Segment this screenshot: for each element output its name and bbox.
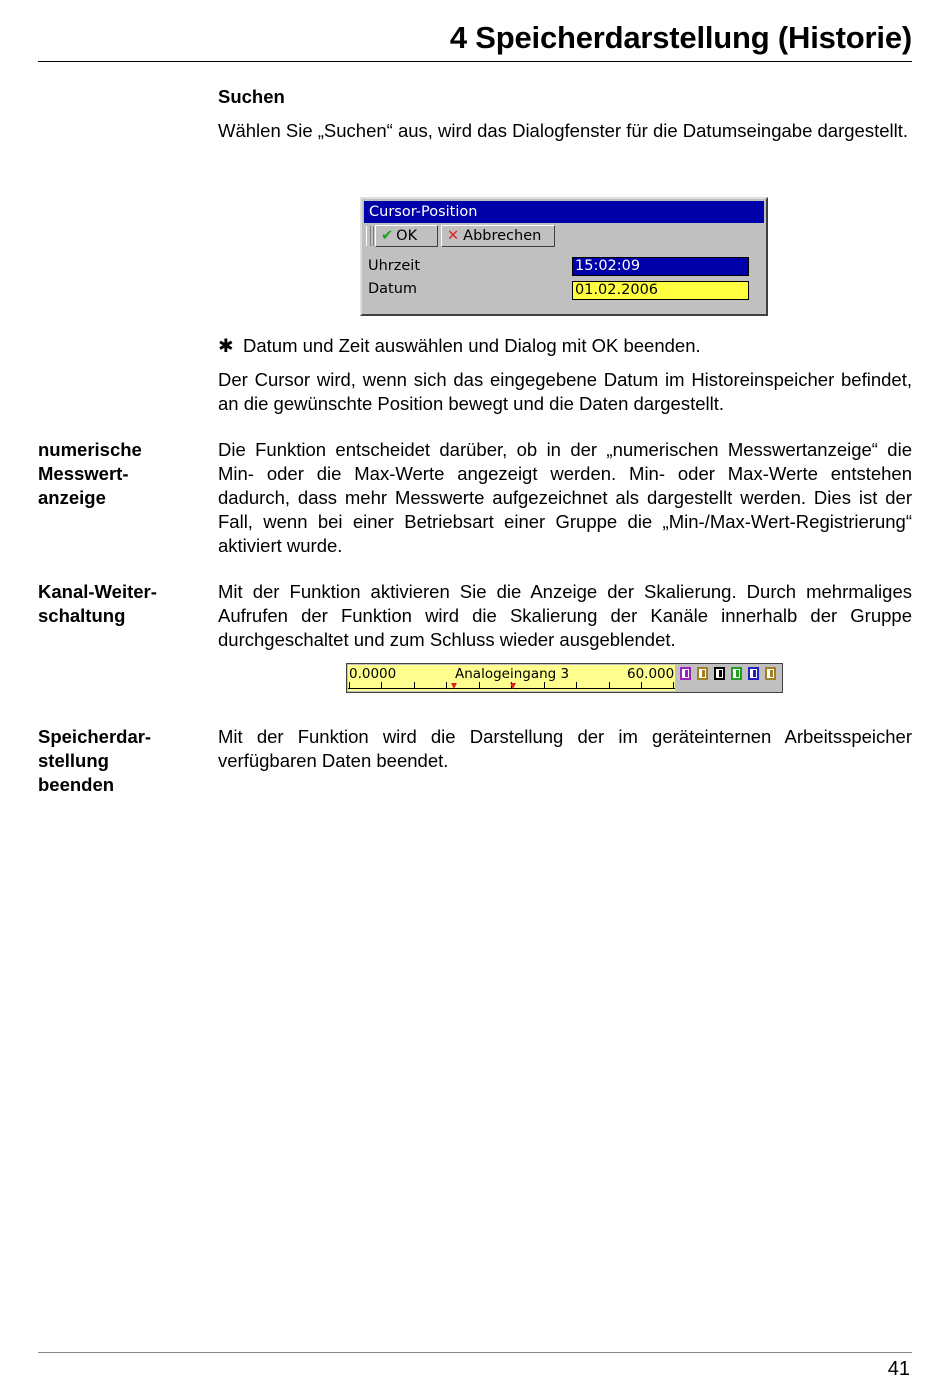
channel-1-icon[interactable]: [680, 667, 691, 680]
cross-icon: ✕: [447, 228, 460, 244]
channel-4-icon[interactable]: [731, 667, 742, 680]
scale-tick: [414, 682, 415, 689]
scale-tick: [641, 682, 642, 689]
scale-marker-icon: [510, 683, 516, 689]
cancel-button[interactable]: [441, 225, 555, 247]
kanal-side-label: Kanal-Weiter-schaltung: [38, 581, 157, 626]
footer-rule: [38, 1352, 912, 1353]
date-label: Datum: [368, 281, 418, 297]
scale-max: 60.000: [627, 666, 675, 682]
ok-button[interactable]: [375, 225, 438, 247]
time-field[interactable]: 15:02:09: [572, 257, 749, 276]
suchen-section: [218, 85, 912, 143]
scale-tick: [446, 682, 447, 689]
scale-tick: [576, 682, 577, 689]
channel-2-icon[interactable]: [697, 667, 708, 680]
scale-tick: [349, 682, 350, 689]
time-label: Uhrzeit: [368, 258, 421, 274]
scale-marker-icon: [451, 683, 457, 689]
cursor-description: Der Cursor wird, wenn sich das eingegebene Datum im Historeinspeicher befindet, an die gewünschte Position bewegt und die Daten dargestellt.: [218, 369, 912, 414]
date-field[interactable]: 01.02.2006: [572, 281, 749, 300]
numerisch-side-label: numerische Messwert-anzeige: [38, 439, 142, 508]
checkmark-icon: ✔: [381, 228, 394, 244]
dialog-title: Cursor-Position: [364, 201, 764, 223]
kanal-text: Mit der Funktion aktivieren Sie die Anzeige der Skalierung. Durch mehrmaliges Aufrufen der Funktion wird die Skalierung der Kanäle innerhalb der Gruppe durchgeschaltet und zum Schluss wieder ausgeblendet.: [218, 581, 912, 650]
page-title: 4 Speicherdarstellung (Historie): [449, 20, 912, 55]
suchen-text: Wählen Sie „Suchen“ aus, wird das Dialogfenster für die Datumseingabe dargestellt.: [218, 120, 909, 141]
channel-3-icon[interactable]: [714, 667, 725, 680]
asterisk-bullet-icon: ✱: [218, 335, 234, 356]
step-instruction: [218, 334, 912, 358]
scale-min: 0.0000: [349, 666, 397, 682]
scale-tick: [479, 682, 480, 689]
channel-scale-bar: [346, 663, 783, 693]
ok-button-label: OK: [396, 228, 418, 244]
scale-tick: [609, 682, 610, 689]
scale-tick: [544, 682, 545, 689]
scale-channel-name: Analogeingang 3: [455, 666, 570, 682]
channel-5-icon[interactable]: [748, 667, 759, 680]
toolbar-grip-line: [370, 226, 371, 246]
cancel-button-label: Abbrechen: [463, 228, 542, 244]
scale-tick: [673, 682, 674, 689]
beenden-side-label: Speicherdar-stellung beenden: [38, 726, 152, 795]
numerisch-text: Die Funktion entscheidet darüber, ob in der „numerischen Messwertanzeige“ die Min- oder die Max-Werte angezeigt werden. Min- oder Max-Werte entstehen dadurch, dass mehr Messwerte aufgezeichnet als dargestellt werden. Dies ist der Fall, wenn bei einer Betriebsart einer Gruppe die „Min-/Max-Wert-Registrierung“ aktiviert wurde.: [218, 439, 912, 556]
beenden-text: Mit der Funktion wird die Darstellung der im geräteinternen Arbeitsspeicher verfügbaren Daten beendet.: [218, 726, 912, 771]
suchen-heading: Suchen: [218, 86, 285, 107]
cursor-position-dialog: [360, 197, 768, 316]
page-number: 41: [887, 1358, 910, 1380]
scale-tick: [381, 682, 382, 689]
channel-6-icon[interactable]: [765, 667, 776, 680]
header-rule: [38, 61, 912, 62]
step-text: Datum und Zeit auswählen und Dialog mit OK beenden.: [243, 335, 701, 356]
